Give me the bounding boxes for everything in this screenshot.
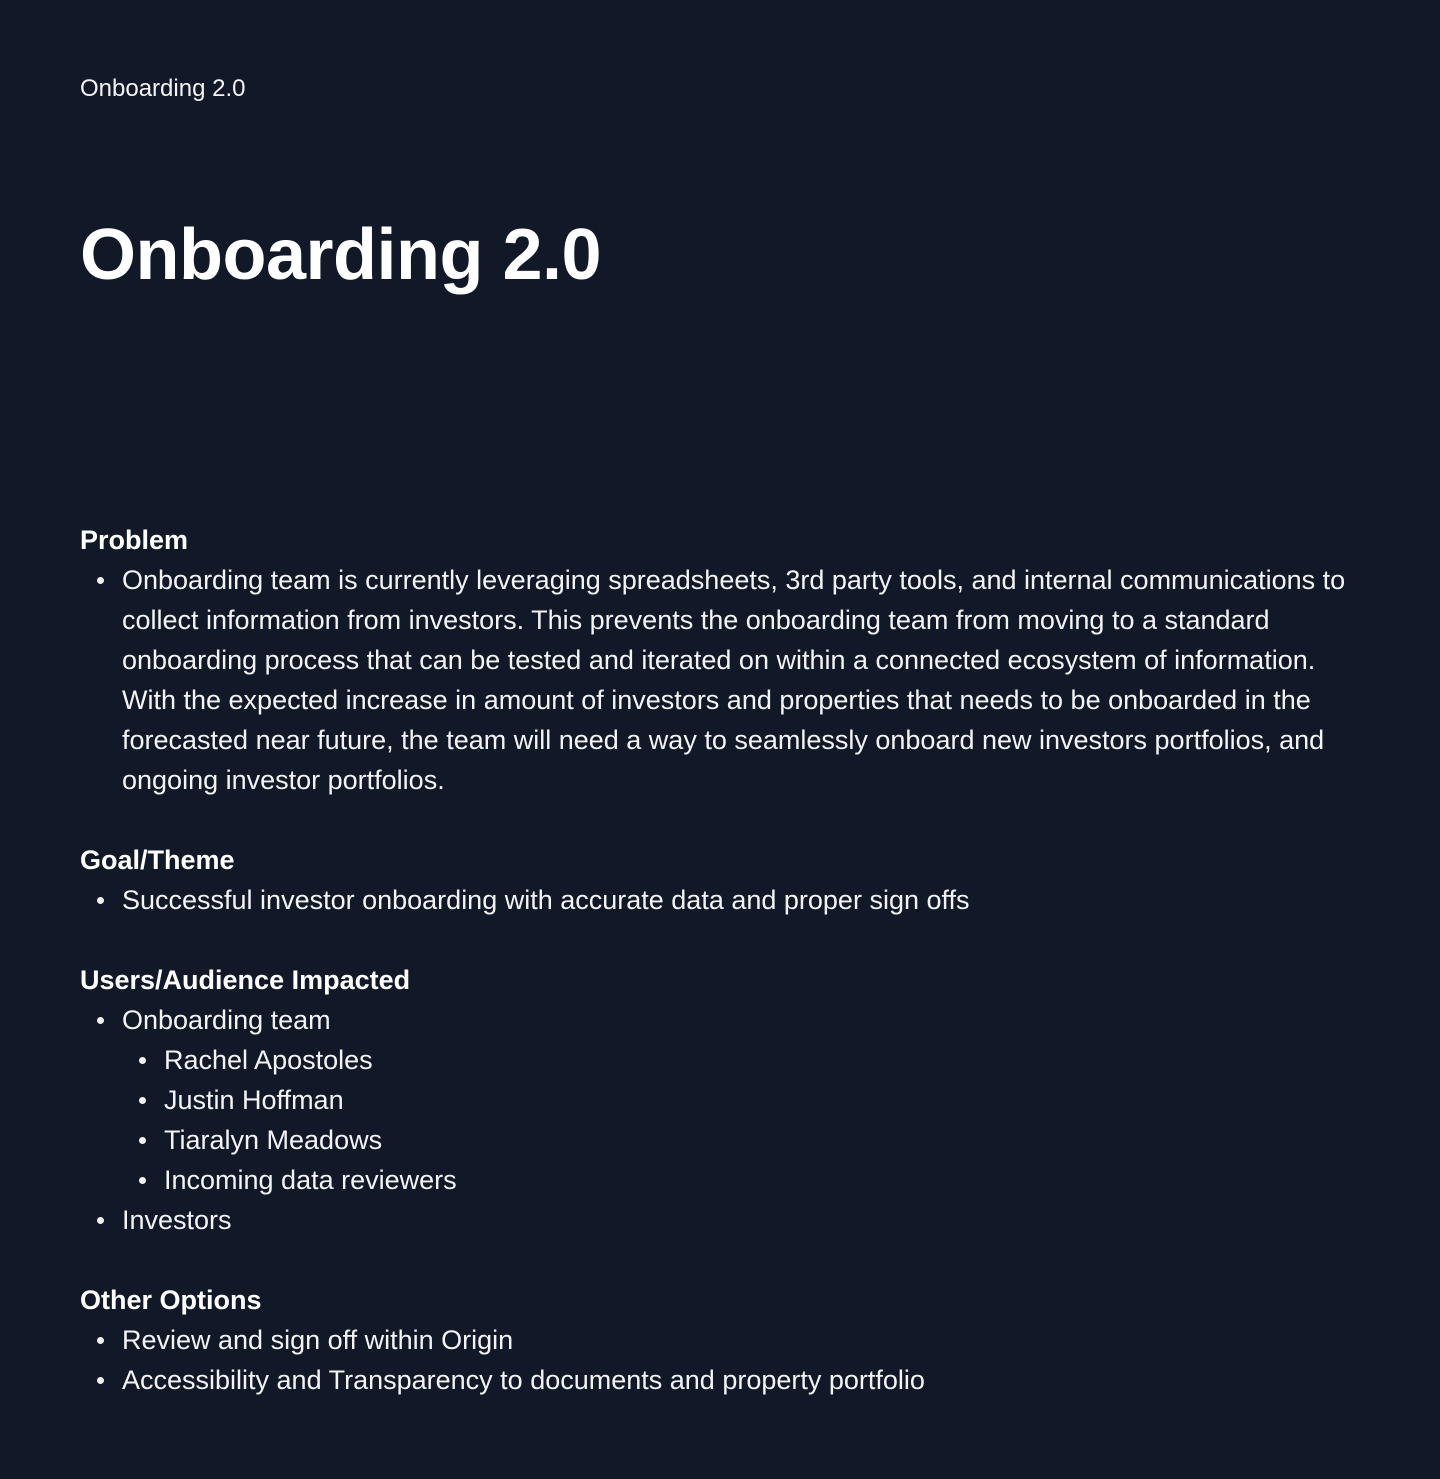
- list-item: Successful investor onboarding with accurate data and proper sign offs: [122, 880, 1370, 920]
- document-body: [80, 520, 1370, 1440]
- team-members-list: [122, 1040, 1370, 1200]
- list-item: Onboarding team is currently leveraging spreadsheets, 3rd party tools, and internal communications to collect information from investors. This prevents the onboarding team from moving to a standard onboarding process that can be tested and iterated on within a connected ecosystem of information. With the expected increase in amount of investors and properties that needs to be onboarded in the forecasted near future, the team will need a way to seamlessly onboard new investors portfolios, and ongoing investor portfolios.: [122, 560, 1370, 800]
- list-item-onboarding-team: [122, 1000, 1370, 1200]
- page-title: Onboarding 2.0: [80, 215, 602, 295]
- users-section: [80, 960, 1370, 1240]
- list-item: Review and sign off within Origin: [122, 1320, 1370, 1360]
- goal-heading: Goal/Theme: [80, 845, 235, 875]
- goal-list: [80, 880, 1370, 920]
- problem-heading: Problem: [80, 525, 189, 555]
- breadcrumb[interactable]: Onboarding 2.0: [80, 75, 246, 102]
- list-item: Incoming data reviewers: [164, 1160, 1370, 1200]
- other-options-heading: Other Options: [80, 1285, 262, 1315]
- problem-list: [80, 560, 1370, 800]
- users-list: [80, 1000, 1370, 1240]
- problem-section: [80, 520, 1370, 800]
- list-item-investors: Investors: [122, 1200, 1370, 1240]
- other-options-list: [80, 1320, 1370, 1400]
- goal-section: [80, 840, 1370, 920]
- list-item: Rachel Apostoles: [164, 1040, 1370, 1080]
- list-item: Justin Hoffman: [164, 1080, 1370, 1120]
- list-item: Tiaralyn Meadows: [164, 1120, 1370, 1160]
- list-item: Accessibility and Transparency to documents and property portfolio: [122, 1360, 1370, 1400]
- list-item-label: Onboarding team: [122, 1005, 331, 1035]
- users-heading: Users/Audience Impacted: [80, 965, 411, 995]
- other-options-section: [80, 1280, 1370, 1400]
